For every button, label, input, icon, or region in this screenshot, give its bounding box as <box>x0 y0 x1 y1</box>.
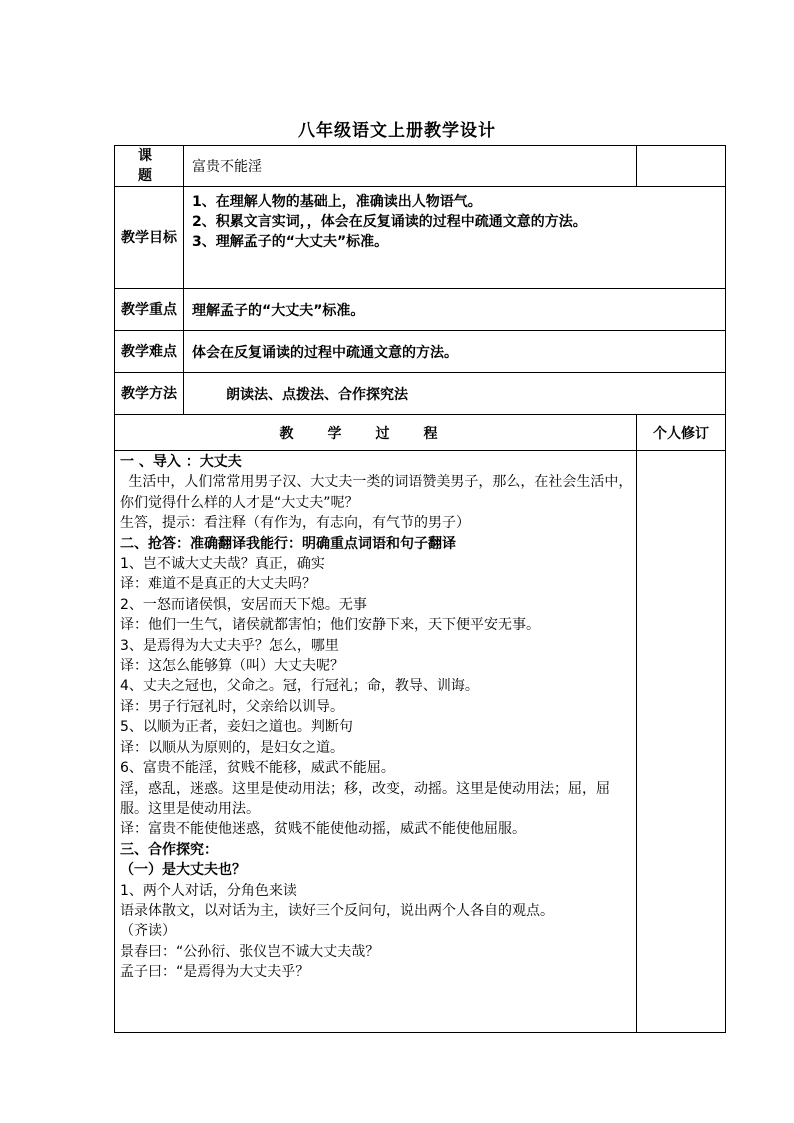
topic-extra-cell <box>637 146 726 187</box>
process-line: 1、两个人对话，分角色来读 <box>120 882 297 899</box>
process-line: 译：以顺从为原则的，是妇女之道。 <box>120 739 344 756</box>
process-body-row <box>115 451 726 1033</box>
process-line: 淫，惑乱，迷惑。这里是使动用法；移，改变，动摇。这里是使动用法；屈，屈服。这里是使动用法。 <box>120 780 610 817</box>
objective-item: 3、理解孟子的“大丈夫”标准。 <box>192 234 389 250</box>
topic-label: 课 题 <box>115 146 184 187</box>
process-line: 译：难道不是真正的大丈夫吗？ <box>120 576 316 593</box>
key-point-label: 教学重点 <box>115 289 184 331</box>
process-line: 2、一怒而诸侯惧，安居而天下熄。无事 <box>120 596 367 613</box>
process-line: 景春曰：“公孙衍、张仪岂不诚大丈夫哉？ <box>120 943 380 960</box>
method-value: 朗读法、点拨法、合作探究法 <box>184 373 726 415</box>
topic-value: 富贵不能淫 <box>184 146 637 187</box>
page-title: 八年级语文上册教学设计 <box>298 121 496 141</box>
process-line: 5、以顺为正者，妾妇之道也。判断句 <box>120 719 353 736</box>
process-line: 6、富贵不能淫，贫贱不能移，威武不能屈。 <box>120 760 395 777</box>
objective-item: 2、积累文言实词，，体会在反复诵读的过程中疏通文意的方法。 <box>192 214 587 230</box>
process-line: 译：他们一生气，诸侯就都害怕；他们安静下来，天下便平安无事。 <box>120 617 540 634</box>
process-line: （齐读） <box>120 923 176 940</box>
process-line: 生答，提示：看注释（有作为，有志向，有气节的男子） <box>120 515 470 532</box>
process-line: 3、是焉得为大丈夫乎？怎么，哪里 <box>120 637 339 654</box>
objectives-list <box>184 187 726 289</box>
objectives-label: 教学目标 <box>115 187 184 289</box>
process-line: （一）是大丈夫也？ <box>120 862 246 879</box>
process-header-row <box>115 415 726 451</box>
process-line: 译：富贵不能使他迷惑，贫贱不能使他动摇，威武不能使他屈服。 <box>120 821 526 838</box>
process-line: 译：男子行冠礼时，父亲给以训导。 <box>120 698 344 715</box>
process-header: 教学过程 <box>115 415 637 451</box>
process-line: 三、合作探究： <box>120 841 218 858</box>
method-label: 教学方法 <box>115 373 184 415</box>
difficulty-row <box>115 331 726 373</box>
process-line: 二、抢答：准确翻译我能行：明确重点词语和句子翻译 <box>120 535 456 552</box>
process-line: 译：这怎么能够算（叫）大丈夫呢？ <box>120 658 344 675</box>
process-line: 4、丈夫之冠也，父命之。冠，行冠礼；命，教导、训诲。 <box>120 678 479 695</box>
difficulty-value: 体会在反复诵读的过程中疏通文意的方法。 <box>184 331 726 373</box>
difficulty-label: 教学难点 <box>115 331 184 373</box>
process-line: 1、岂不诚大丈夫哉？真正，确实 <box>120 556 325 573</box>
revision-notes-cell <box>637 451 726 1033</box>
process-line: 语录体散文，以对话为主，读好三个反问句，说出两个人各自的观点。 <box>120 902 554 919</box>
process-line: 一 、导入 ：大丈夫 <box>120 454 242 470</box>
lesson-plan-table <box>114 145 726 1033</box>
process-line: 生活中，人们常常用男子汉、大丈夫一类的词语赞美男子，那么，在社会生活中，你们觉得什么样的人才是“大丈夫”呢？ <box>120 474 633 511</box>
topic-row <box>115 146 726 187</box>
objectives-row <box>115 187 726 289</box>
key-point-row <box>115 289 726 331</box>
process-line: 孟子曰：“是焉得为大丈夫乎？ <box>120 964 310 981</box>
key-point-value: 理解孟子的“大丈夫”标准。 <box>184 289 726 331</box>
objective-item: 1、在理解人物的基础上，准确读出人物语气。 <box>192 194 482 210</box>
process-content <box>115 451 637 1033</box>
revision-header: 个人修订 <box>637 415 726 451</box>
method-row <box>115 373 726 415</box>
